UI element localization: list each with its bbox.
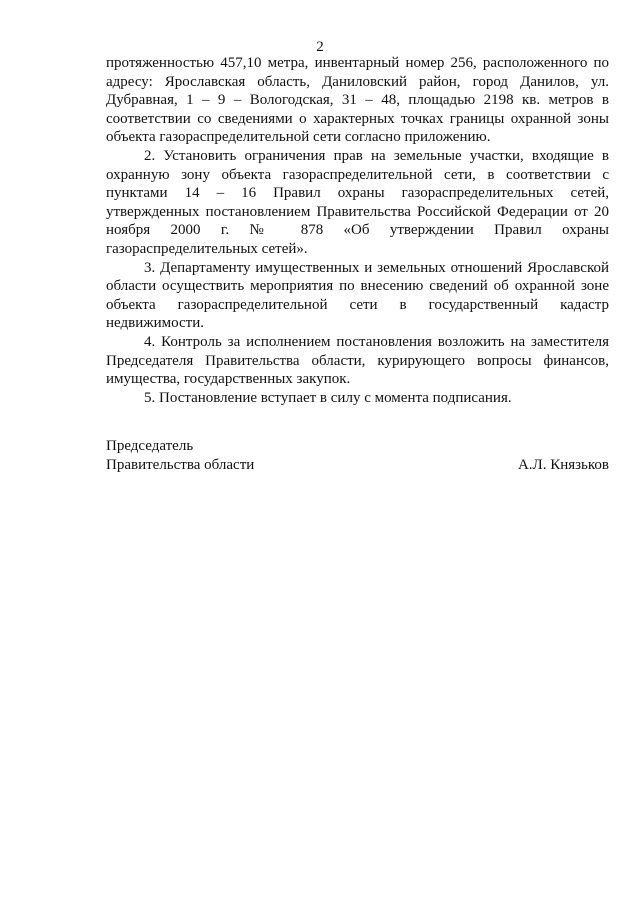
signatory-title-line2: Правительства области	[106, 456, 255, 473]
signatory-title-line1: Председатель	[106, 438, 194, 454]
document-body	[106, 54, 609, 407]
signature-block	[106, 437, 609, 474]
paragraph-item-3: 3. Департаменту имущественных и земельных отношений Ярославской области осуществить мероприятия по внесению сведений об охранной зоне объекта газораспределительной сети в государственный кадастр недвижимости.	[106, 259, 609, 332]
paragraph-item-2: 2. Установить ограничения прав на земельные участки, входящие в охранную зону объекта газораспределительной сети, в соответствии с пунктами 14 – 16 Правил охраны газораспределительных сетей, утвержденных постановлением Правительства Российской Федерации от 20 ноября 2000 г. № 878 «Об утверждении Правил охраны газораспределительных сетей».	[106, 147, 609, 257]
paragraph-item-4: 4. Контроль за исполнением постановления возложить на заместителя Председателя Правительства области, курирующего вопросы финансов, имущества, государственных закупок.	[106, 333, 609, 388]
signature-row	[106, 456, 609, 475]
paragraph-item-5: 5. Постановление вступает в силу с момента подписания.	[144, 389, 512, 406]
paragraph-continuation: протяженностью 457,10 метра, инвентарный номер 256, расположенного по адресу: Ярославская область, Даниловский район, город Данилов, ул. Дубравная, 1 – 9 – Вологодская, 31 – 48, площадью 2198 кв. метров в соответствии со сведениями о характерных точках границы охранной зоны объекта газораспределительной сети согласно приложению.	[106, 55, 609, 146]
page-number: 2	[316, 39, 324, 55]
signatory-name: А.Л. Князьков	[517, 456, 609, 473]
